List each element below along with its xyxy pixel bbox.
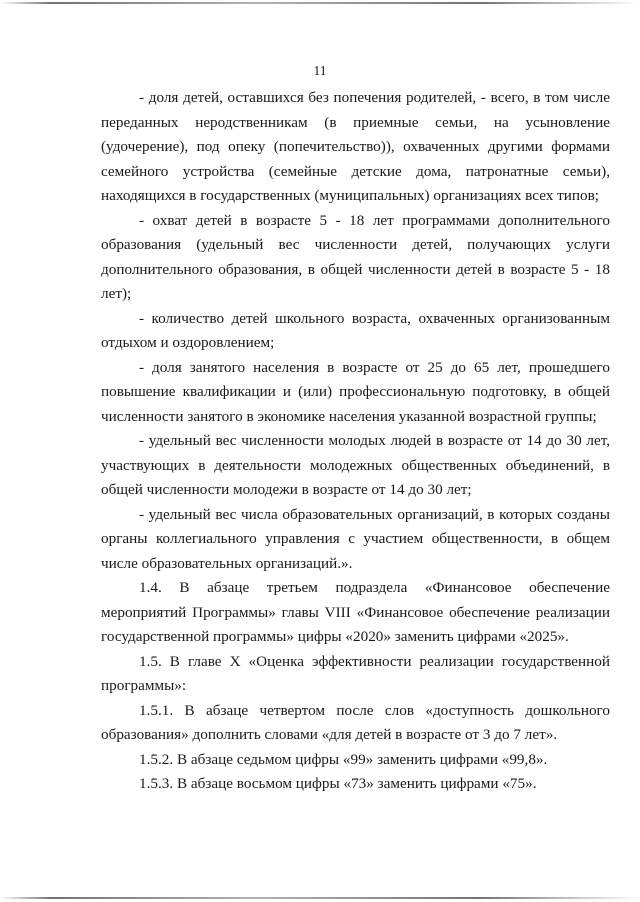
paragraph-orphans-share: - доля детей, оставшихся без попечения родителей, - всего, в том числе переданных неродственникам (в приемные семьи, на усыновление (удочерение), под опеку (попечительство)), охваченных другими формами семейного устройства (семейные детские дома, патронатные семьи), находящихся в государственных (муниципальных) организациях всех типов;: [101, 89, 610, 204]
paragraph-item-1-5: 1.5. В главе Х «Оценка эффективности реализации государственной программы»:: [101, 652, 610, 694]
paragraph-item-1-4: 1.4. В абзаце третьем подраздела «Финансовое обеспечение мероприятий Программы» главы VIII «Финансовое обеспечение реализации государственной программы» цифры «2020» заменить цифрами «2025».: [101, 579, 610, 645]
document-body: [101, 86, 610, 797]
paragraph-item-1-5-3: 1.5.3. В абзаце восьмом цифры «73» заменить цифрами «75».: [139, 775, 537, 792]
paragraph-additional-education: - охват детей в возрасте 5 - 18 лет программами дополнительного образования (удельный вес численности детей, получающих услуги дополнительного образования, в общей численности детей в возрасте 5 - 18 лет);: [101, 211, 610, 302]
paragraph-school-recreation: - количество детей школьного возраста, охваченных организованным отдыхом и оздоровлением;: [101, 309, 610, 351]
paragraph-collegial-governance: - удельный вес числа образовательных организаций, в которых созданы органы коллегиального управления с участием общественности, в общем числе образовательных организаций.».: [101, 505, 610, 572]
scan-edge-top: [0, 2, 640, 4]
paragraph-youth-associations: - удельный вес численности молодых людей в возрасте от 14 до 30 лет, участвующих в деятельности молодежных общественных объединений, в общей численности молодежи в возрасте от 14 до 30 лет;: [101, 432, 610, 498]
page-number: 11: [313, 63, 327, 78]
paragraph-item-1-5-2: 1.5.2. В абзаце седьмом цифры «99» заменить цифрами «99,8».: [139, 750, 548, 768]
scan-edge-bottom: [0, 897, 640, 899]
paragraph-qualification: - доля занятого населения в возрасте от 25 до 65 лет, прошедшего повышение квалификации и (или) профессиональную подготовку, в общей численности занятого в экономике населения указанной возрастной группы;: [101, 358, 610, 425]
paragraph-item-1-5-1: 1.5.1. В абзаце четвертом после слов «доступность дошкольного образования» дополнить словами «для детей в возрасте от 3 до 7 лет».: [101, 701, 610, 743]
